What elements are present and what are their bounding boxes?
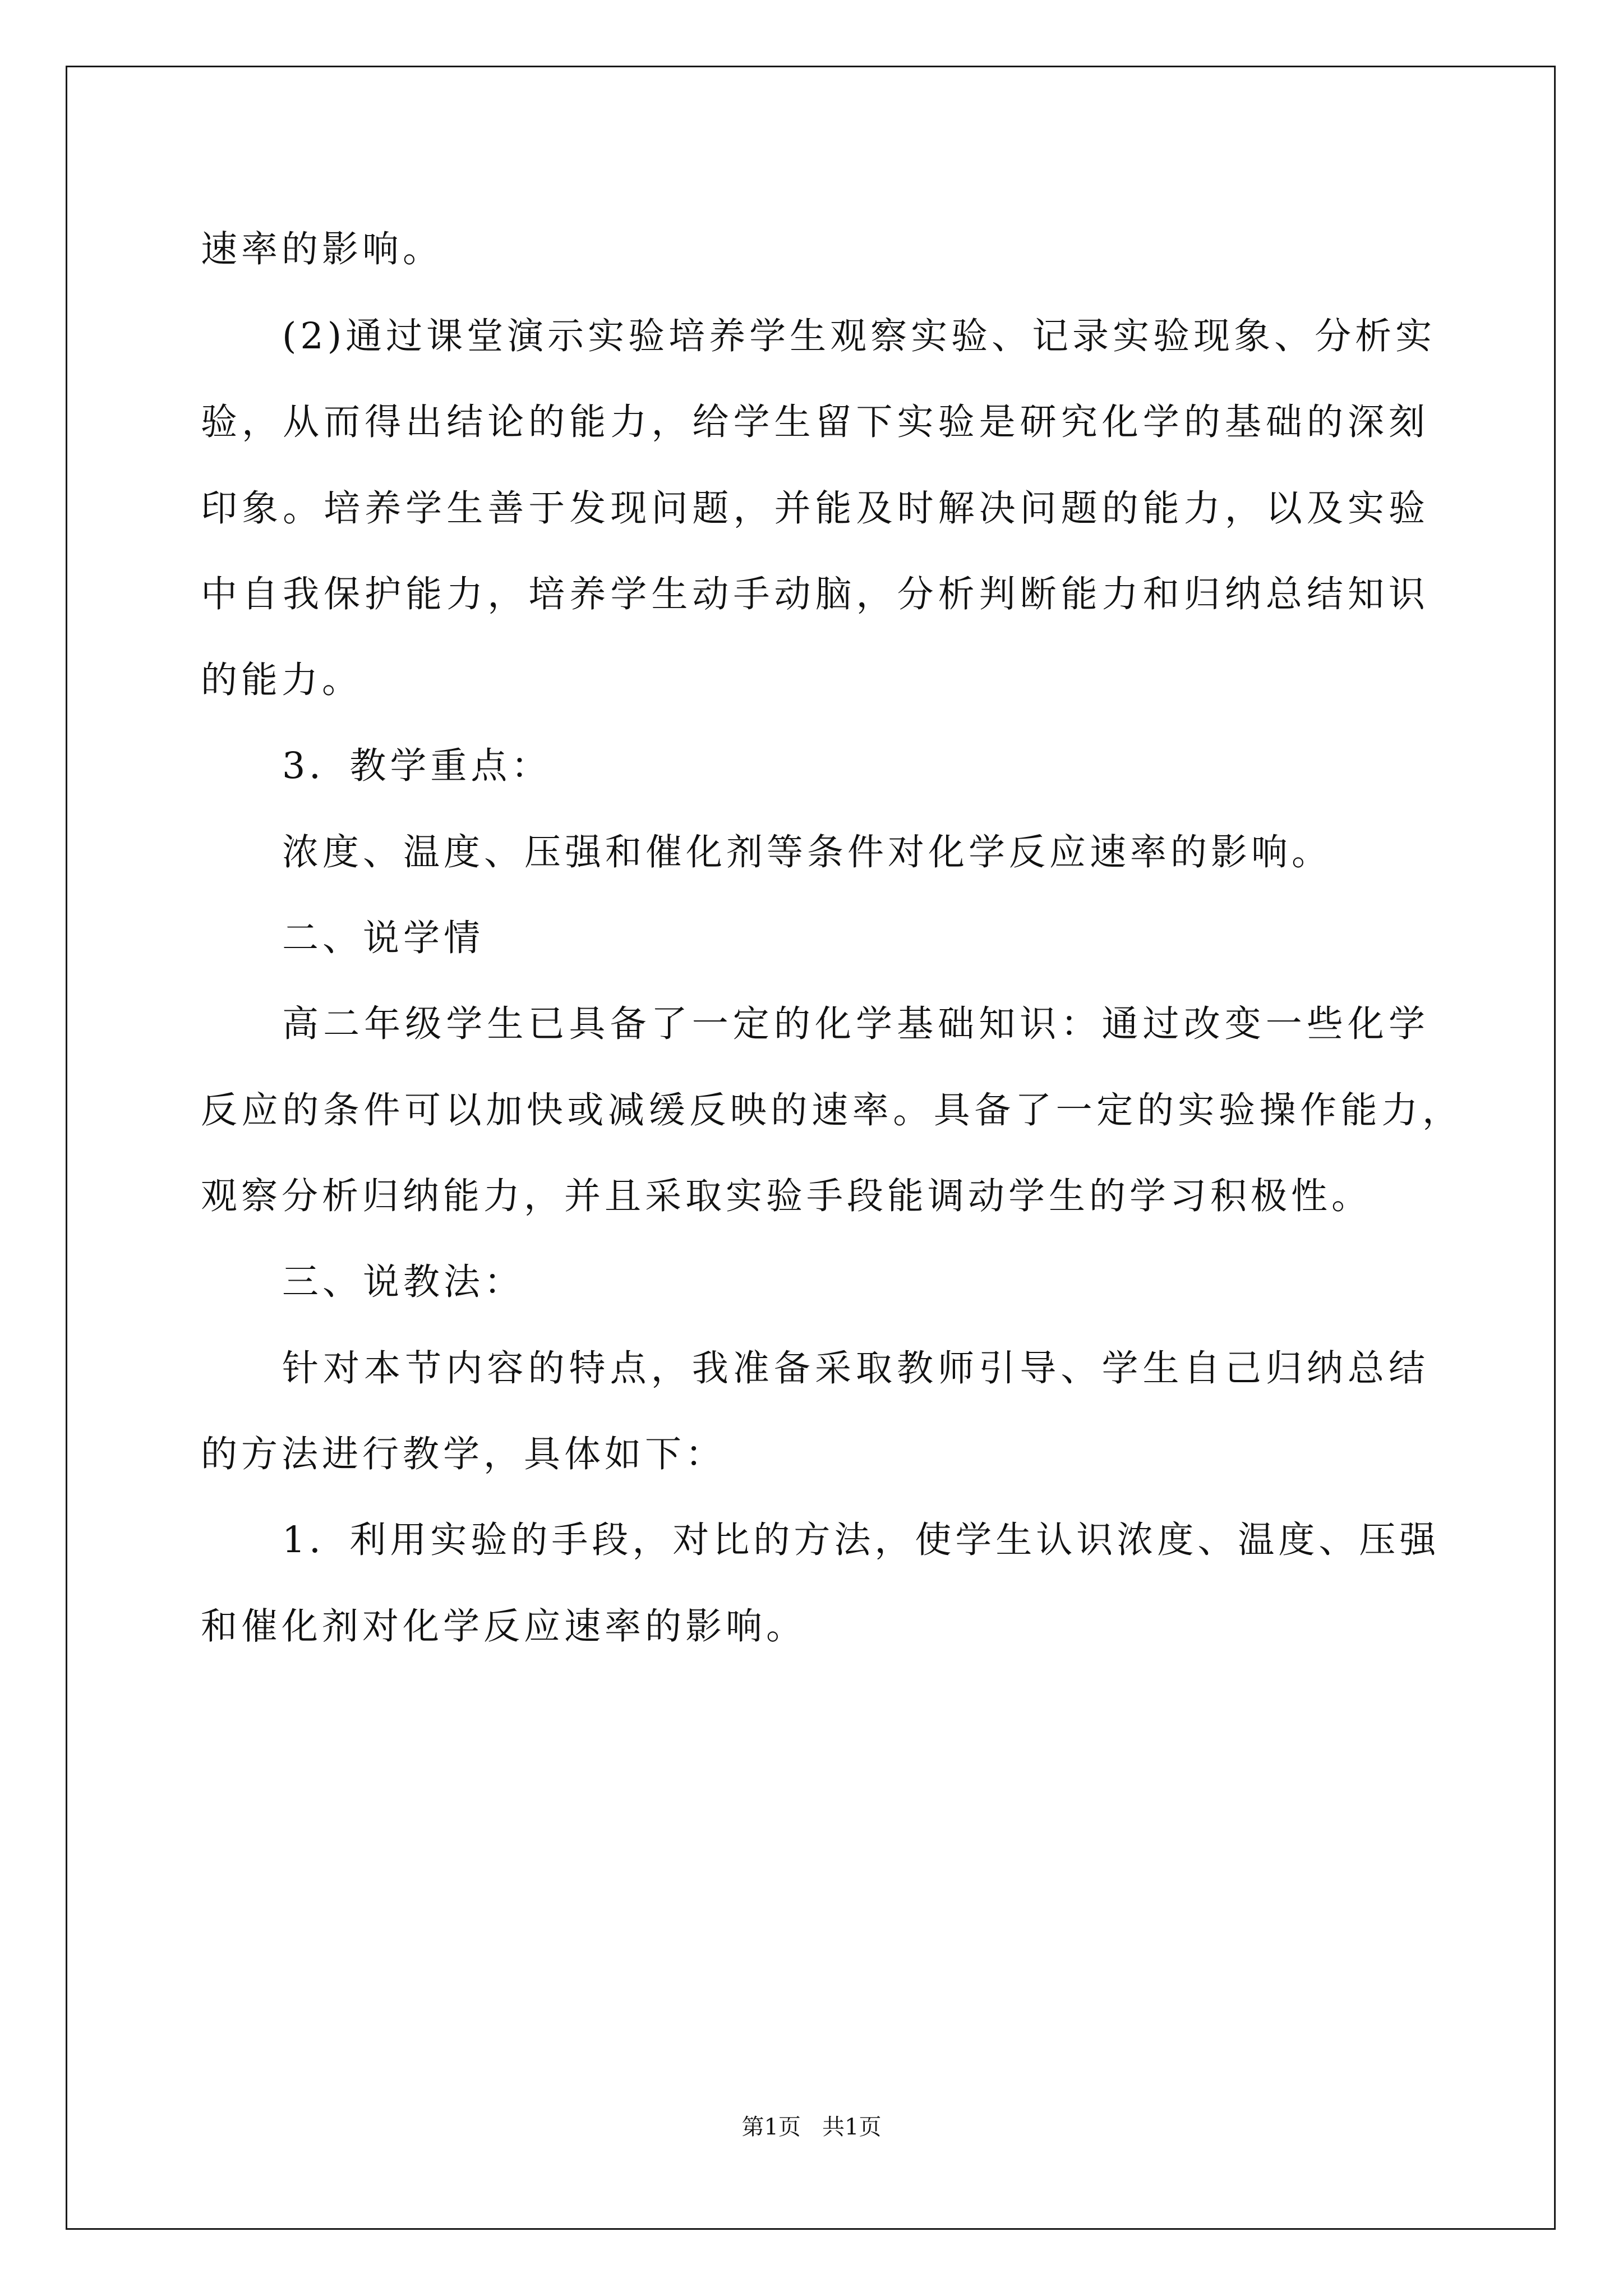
text-line: 反应的条件可以加快或减缓反映的速率。具备了一定的实验操作能力， (201, 1089, 1463, 1131)
text-line: 印象。培养学生善于发现问题，并能及时解决问题的能力，以及实验 (201, 487, 1429, 530)
section-heading: 三、说教法： (282, 1261, 525, 1303)
text-line: 浓度、温度、压强和催化剂等条件对化学反应速率的影响。 (282, 831, 1332, 873)
text-line: 速率的影响。 (201, 228, 444, 270)
text-line: 验，从而得出结论的能力，给学生留下实验是研究化学的基础的深刻 (201, 401, 1429, 443)
text-line: 1．利用实验的手段，对比的方法，使学生认识浓度、温度、压强 (282, 1519, 1440, 1561)
text-line: 的能力。 (201, 659, 363, 701)
text-line: 和催化剂对化学反应速率的影响。 (201, 1605, 807, 1648)
page-number: 第1页 共1页 (741, 2114, 882, 2140)
section-heading: 3．教学重点： (282, 745, 552, 787)
section-heading: 二、说学情 (282, 917, 485, 959)
text-line: 的方法进行教学，具体如下： (201, 1433, 726, 1475)
text-line: (2)通过课堂演示实验培养学生观察实验、记录实验现象、分析实 (282, 315, 1436, 357)
text-line: 针对本节内容的特点，我准备采取教师引导、学生自己归纳总结 (282, 1347, 1429, 1389)
text-line: 观察分析归纳能力，并且采取实验手段能调动学生的学习积极性。 (201, 1175, 1372, 1217)
text-line: 中自我保护能力，培养学生动手动脑，分析判断能力和归纳总结知识 (201, 573, 1429, 615)
text-line: 高二年级学生已具备了一定的化学基础知识：通过改变一些化学 (282, 1003, 1429, 1045)
page-border (66, 66, 1556, 2230)
